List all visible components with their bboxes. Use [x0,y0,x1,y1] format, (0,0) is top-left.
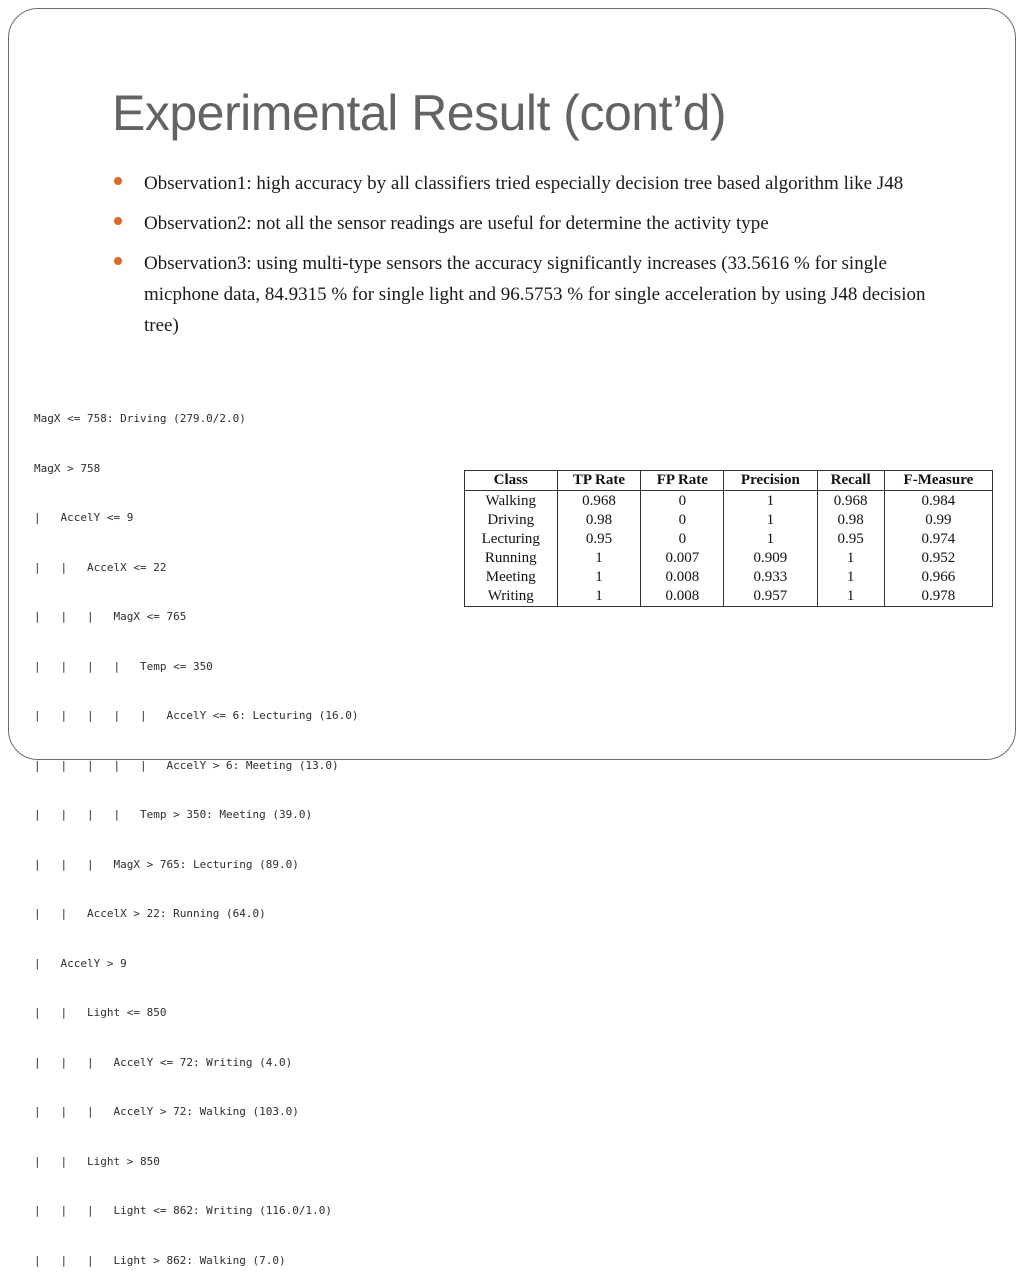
table-cell: 0.968 [557,491,641,512]
table-cell: 0.974 [884,530,992,549]
tree-line: | | | AccelY <= 72: Writing (4.0) [34,1055,293,1069]
table-cell: 0.99 [884,511,992,530]
results-table [464,470,993,607]
column-header-recall: Recall [817,471,884,491]
bullet-item [112,168,962,199]
table-cell: 0.952 [884,549,992,568]
tree-line: | | | | | AccelY <= 6: Lecturing (16.0) [34,709,359,722]
table-cell: Writing [465,587,558,607]
table-row [465,491,993,512]
tree-line: | | | MagX > 765: Lecturing (89.0) [34,857,299,871]
tree-line: | AccelY > 9 [34,956,127,970]
table-cell: 0.95 [557,530,641,549]
table-row [465,511,993,530]
table-cell: 1 [557,587,641,607]
tree-line: | | Light > 850 [34,1154,160,1168]
tree-line: MagX <= 758: Driving (279.0/2.0) [34,412,246,425]
column-header-fp-rate: FP Rate [641,471,724,491]
tree-line: | | AccelX > 22: Running (64.0) [34,907,266,920]
table-row [465,530,993,549]
column-header-tp-rate: TP Rate [557,471,641,491]
bullet-list [112,168,962,350]
tree-line: | | AccelX <= 22 [34,560,167,574]
table-cell: 0.008 [641,568,724,587]
bullet-text: Observation3: using multi-type sensors the accuracy significantly increases (33.5616 % for single micphone data, 84.9315 % for single light and 96.5753 % for single acceleration by using J48 decision tree) [144,253,926,336]
bullet-text: Observation2: not all the sensor readings are useful for determine the activity type [144,213,769,234]
bullet-item [112,208,962,239]
table-row [465,587,993,607]
table-cell: Driving [465,511,558,530]
slide-title: Experimental Result (cont’d) [112,85,727,141]
table-cell: 0.909 [724,549,817,568]
tree-line: | | | | | AccelY > 6: Meeting (13.0) [34,758,339,772]
table-cell: 1 [557,549,641,568]
table-cell: 0 [641,530,724,549]
table-cell: 1 [724,511,817,530]
table-cell: 0.933 [724,568,817,587]
bullet-text: Observation1: high accuracy by all classifiers tried especially decision tree based algorithm like J48 [144,173,904,194]
table-cell: 0.966 [884,568,992,587]
tree-line: | | | Light <= 862: Writing (116.0/1.0) [34,1204,333,1217]
table-cell: 1 [724,530,817,549]
column-header-f-measure: F-Measure [884,471,992,491]
table-cell: 1 [817,568,884,587]
table-row [465,549,993,568]
bullet-dot-icon [114,217,122,225]
tree-line: | | | Light > 862: Walking (7.0) [34,1253,286,1267]
tree-line: | | Light <= 850 [34,1006,167,1019]
table-cell: 0.95 [817,530,884,549]
table-cell: 1 [817,549,884,568]
bullet-item [112,248,962,341]
tree-line: MagX > 758 [34,461,101,475]
column-header-class: Class [465,471,558,491]
table-cell: Meeting [465,568,558,587]
table-cell: 0.008 [641,587,724,607]
table-row [465,568,993,587]
table-cell: Lecturing [465,530,558,549]
tree-line: | | | | Temp > 350: Meeting (39.0) [34,808,313,821]
table-cell: 0 [641,511,724,530]
tree-line: | | | MagX <= 765 [34,610,187,623]
table-cell: 0.98 [557,511,641,530]
column-header-precision: Precision [724,471,817,491]
table-cell: Walking [465,491,558,512]
decision-tree-output [34,378,454,1286]
table-cell: 1 [724,491,817,512]
table-cell: Running [465,549,558,568]
table-cell: 0.98 [817,511,884,530]
table-header-row [465,471,993,491]
table-cell: 0.978 [884,587,992,607]
table-cell: 0.984 [884,491,992,512]
table-cell: 0 [641,491,724,512]
bullet-dot-icon [114,177,122,185]
table-cell: 0.007 [641,549,724,568]
table-cell: 0.968 [817,491,884,512]
table-cell: 0.957 [724,587,817,607]
tree-line: | | | AccelY > 72: Walking (103.0) [34,1105,299,1118]
table-cell: 1 [817,587,884,607]
tree-line: | AccelY <= 9 [34,511,134,524]
table-cell: 1 [557,568,641,587]
tree-line: | | | | Temp <= 350 [34,659,213,673]
bullet-dot-icon [114,257,122,265]
